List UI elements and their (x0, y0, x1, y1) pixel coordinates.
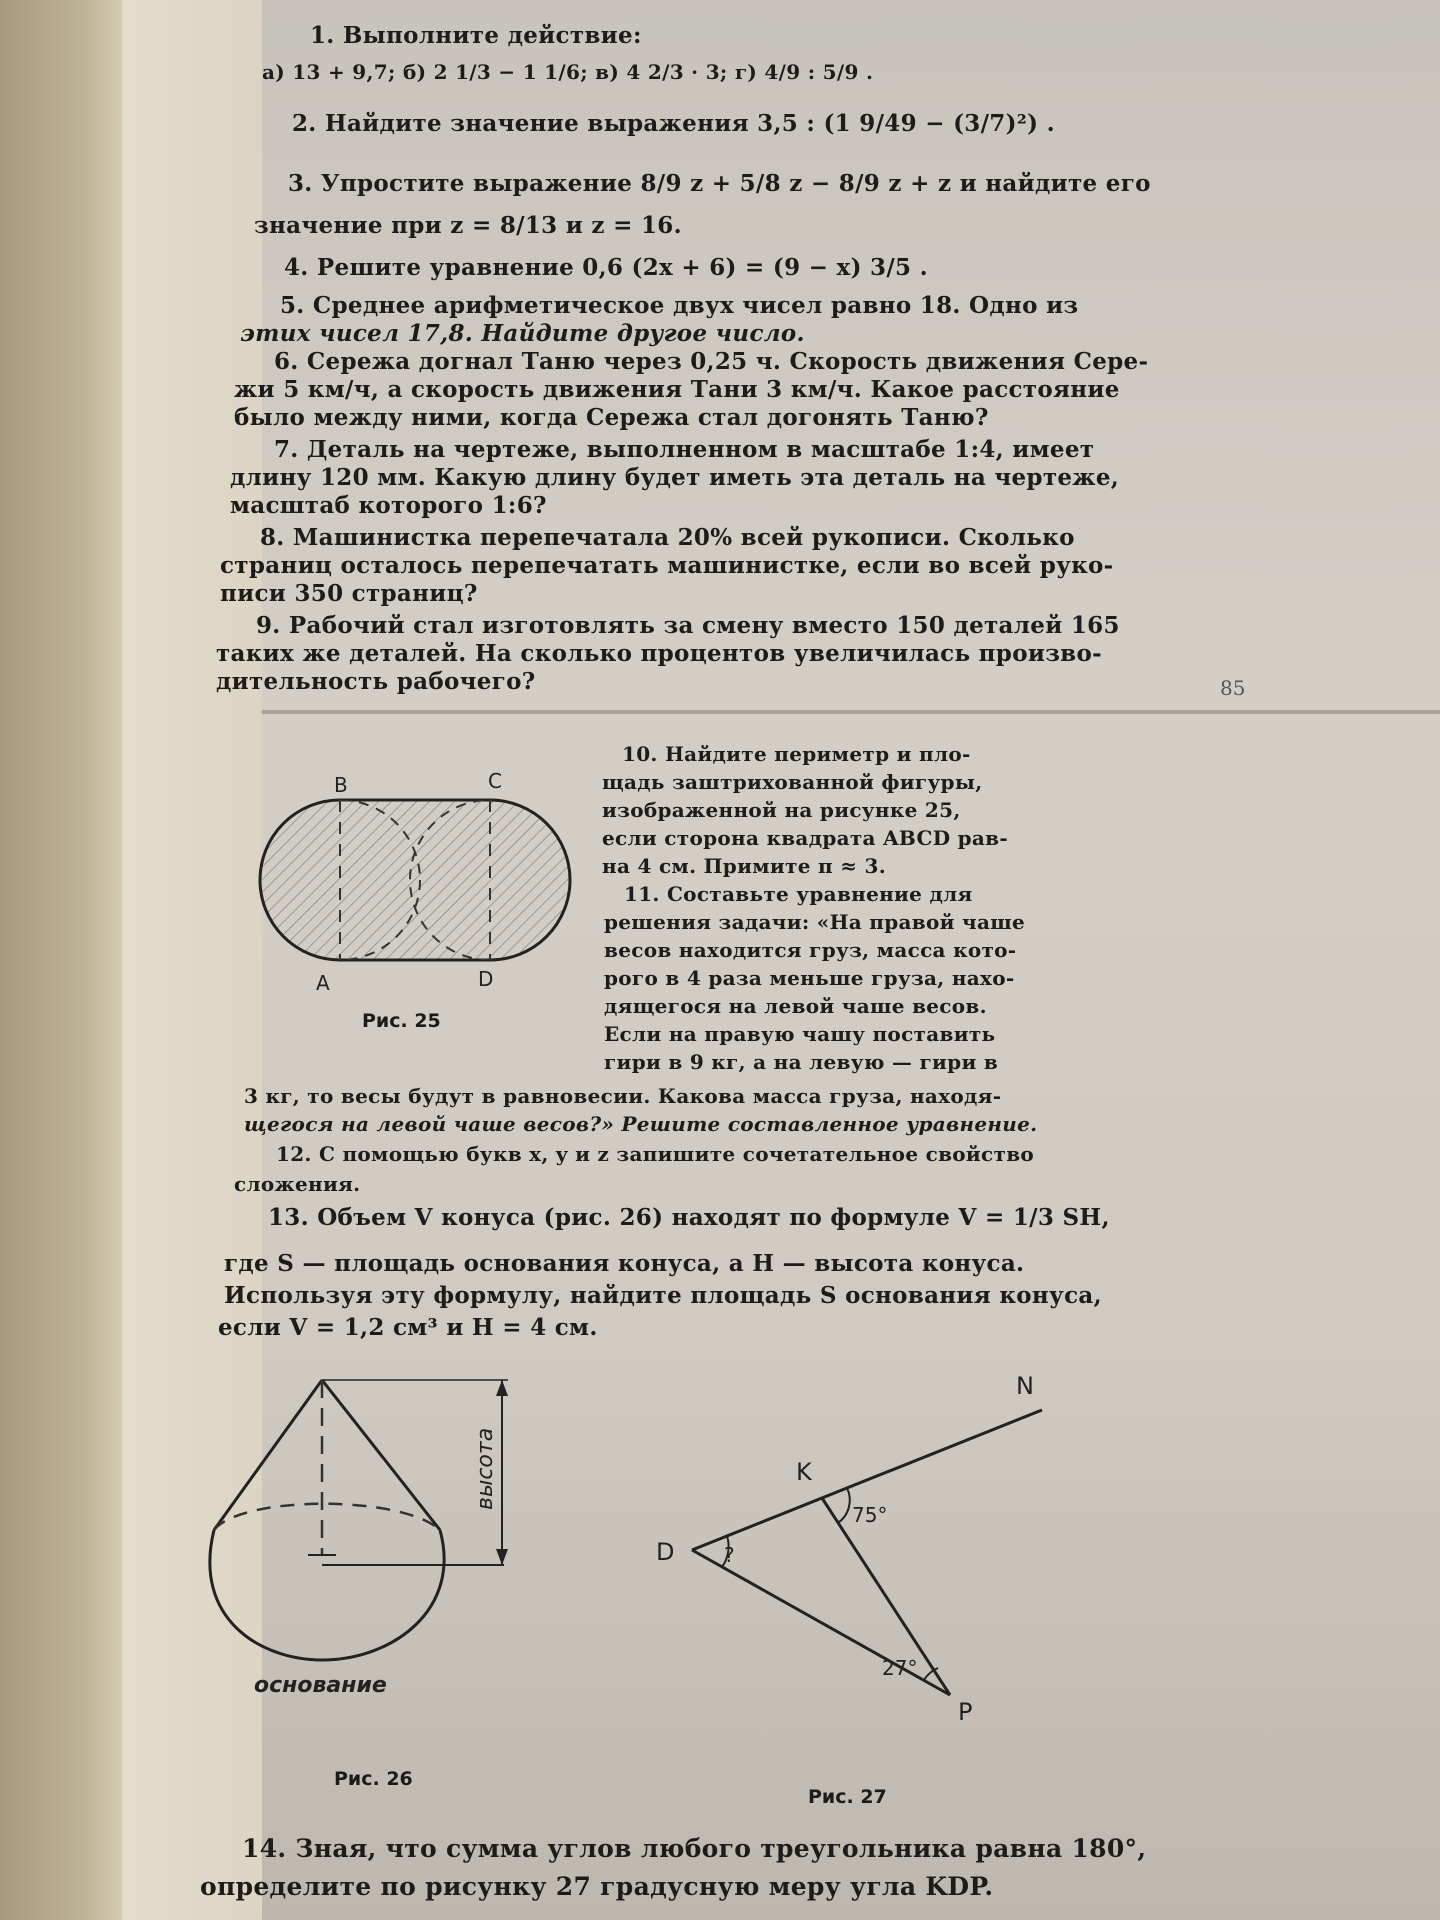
problem-14-line-2: определите по рисунку 27 градусную меру угла KDP. (200, 1872, 994, 1901)
problem-9-line-2: таких же деталей. На сколько процентов увеличилась произво- (216, 640, 1102, 667)
problem-11-line-3: весов находится груз, масса кото- (604, 938, 1017, 962)
problem-4: 4. Решите уравнение 0,6 (2x + 6) = (9 − x) 3/5 . (284, 254, 928, 281)
problem-11-line-8: 3 кг, то весы будут в равновесии. Какова масса груза, находя- (244, 1084, 1002, 1108)
textbook-page (200, 0, 1440, 1920)
problem-10-line-4: если сторона квадрата ABCD рав- (602, 826, 1008, 850)
label-A: A (316, 971, 330, 995)
problem-3-line-1: 3. Упростите выражение 8/9 z + 5/8 z − 8/9 z + z и найдите его (288, 170, 1151, 197)
problem-11-line-4: рого в 4 раза меньше груза, нахо- (604, 966, 1015, 990)
label-C: C (488, 769, 502, 793)
problem-9-line-1: 9. Рабочий стал изготовлять за смену вместо 150 деталей 165 (256, 612, 1120, 639)
label-base: основание (254, 1673, 387, 1698)
problem-7-line-2: длину 120 мм. Какую длину будет иметь эта деталь на чертеже, (230, 464, 1120, 491)
problem-6-line-3: было между ними, когда Сережа стал догонять Таню? (234, 404, 989, 431)
stadium-shape (260, 800, 570, 960)
problem-12-line-1: 12. С помощью букв x, y и z запишите сочетательное свойство (276, 1142, 1035, 1166)
problem-14-line-1: 14. Зная, что сумма углов любого треугольника равна 180°, (242, 1834, 1147, 1863)
problem-13-line-2: где S — площадь основания конуса, а H — высота конуса. (224, 1250, 1025, 1277)
problem-1-title: 1. Выполните действие: (310, 22, 642, 49)
figure-25-caption: Рис. 25 (362, 1010, 441, 1032)
problem-13-line-3: Используя эту формулу, найдите площадь S основания конуса, (224, 1282, 1102, 1309)
problem-11-line-6: Если на правую чашу поставить (604, 1022, 996, 1046)
background-desk (0, 0, 122, 1920)
figure-27-caption: Рис. 27 (808, 1786, 887, 1808)
problem-11-line-5: дящегося на левой чаше весов. (604, 994, 987, 1018)
problem-13-line-4: если V = 1,2 см³ и H = 4 см. (218, 1314, 598, 1341)
page-number: 85 (1220, 676, 1246, 700)
problem-1-items: а) 13 + 9,7; б) 2 1/3 − 1 1/6; в) 4 2/3 · 3; г) 4/9 : 5/9 . (262, 60, 874, 84)
label-P: P (958, 1698, 973, 1726)
label-B: B (334, 773, 348, 797)
problem-11-line-9: щегося на левой чаше весов?» Решите составленное уравнение. (244, 1112, 1038, 1136)
problem-10-line-3: изображенной на рисунке 25, (602, 798, 961, 822)
problem-10-line-5: на 4 см. Примите π ≈ 3. (602, 854, 887, 878)
problem-7-line-3: масштаб которого 1:6? (230, 492, 547, 519)
problem-8-line-2: страниц осталось перепечатать машинистке, если во всей руко- (220, 552, 1114, 579)
problem-11-line-1: 11. Составьте уравнение для (624, 882, 973, 906)
problem-10-line-1: 10. Найдите периметр и пло- (622, 742, 971, 766)
problem-5-line-1: 5. Среднее арифметическое двух чисел равно 18. Одно из (280, 292, 1079, 319)
figure-26-caption: Рис. 26 (334, 1768, 413, 1790)
figure-27 (656, 1370, 1052, 1750)
problem-8-line-1: 8. Машинистка перепечатала 20% всей рукописи. Сколько (260, 524, 1075, 551)
problem-11-line-7: гири в 9 кг, а на левую — гири в (604, 1050, 999, 1074)
label-D: D (478, 967, 494, 991)
problem-2: 2. Найдите значение выражения 3,5 : (1 9/49 − (3/7)²) . (292, 110, 1055, 137)
problem-13-line-1: 13. Объем V конуса (рис. 26) находят по формуле V = 1/3 SH, (268, 1204, 1110, 1231)
label-N: N (1016, 1372, 1034, 1400)
problem-5-line-2: этих чисел 17,8. Найдите другое число. (240, 320, 805, 347)
problem-6-line-1: 6. Сережа догнал Таню через 0,25 ч. Скорость движения Сере- (274, 348, 1149, 375)
angle-75-label: 75° (852, 1503, 888, 1527)
problem-12-line-2: сложения. (234, 1172, 361, 1196)
problem-10-line-2: щадь заштрихованной фигуры, (602, 770, 983, 794)
problem-7-line-1: 7. Деталь на чертеже, выполненном в масштабе 1:4, имеет (274, 436, 1095, 463)
label-K: K (796, 1458, 812, 1486)
problem-8-line-3: писи 350 страниц? (220, 580, 478, 607)
label-D: D (656, 1538, 675, 1566)
problem-9-line-3: дительность рабочего? (216, 668, 536, 695)
problem-6-line-2: жи 5 км/ч, а скорость движения Тани 3 км/ч. Какое расстояние (234, 376, 1120, 403)
cone-base-front (210, 1530, 444, 1660)
problem-11-line-2: решения задачи: «На правой чаше (604, 910, 1026, 934)
angle-unknown-label: ? (724, 1543, 735, 1567)
page-divider (262, 710, 1440, 714)
label-height: высота (473, 1427, 498, 1510)
angle-27-label: 27° (882, 1656, 918, 1680)
figure-25 (254, 760, 614, 1000)
problem-3-line-2: значение при z = 8/13 и z = 16. (254, 212, 682, 239)
figure-26 (202, 1370, 582, 1730)
